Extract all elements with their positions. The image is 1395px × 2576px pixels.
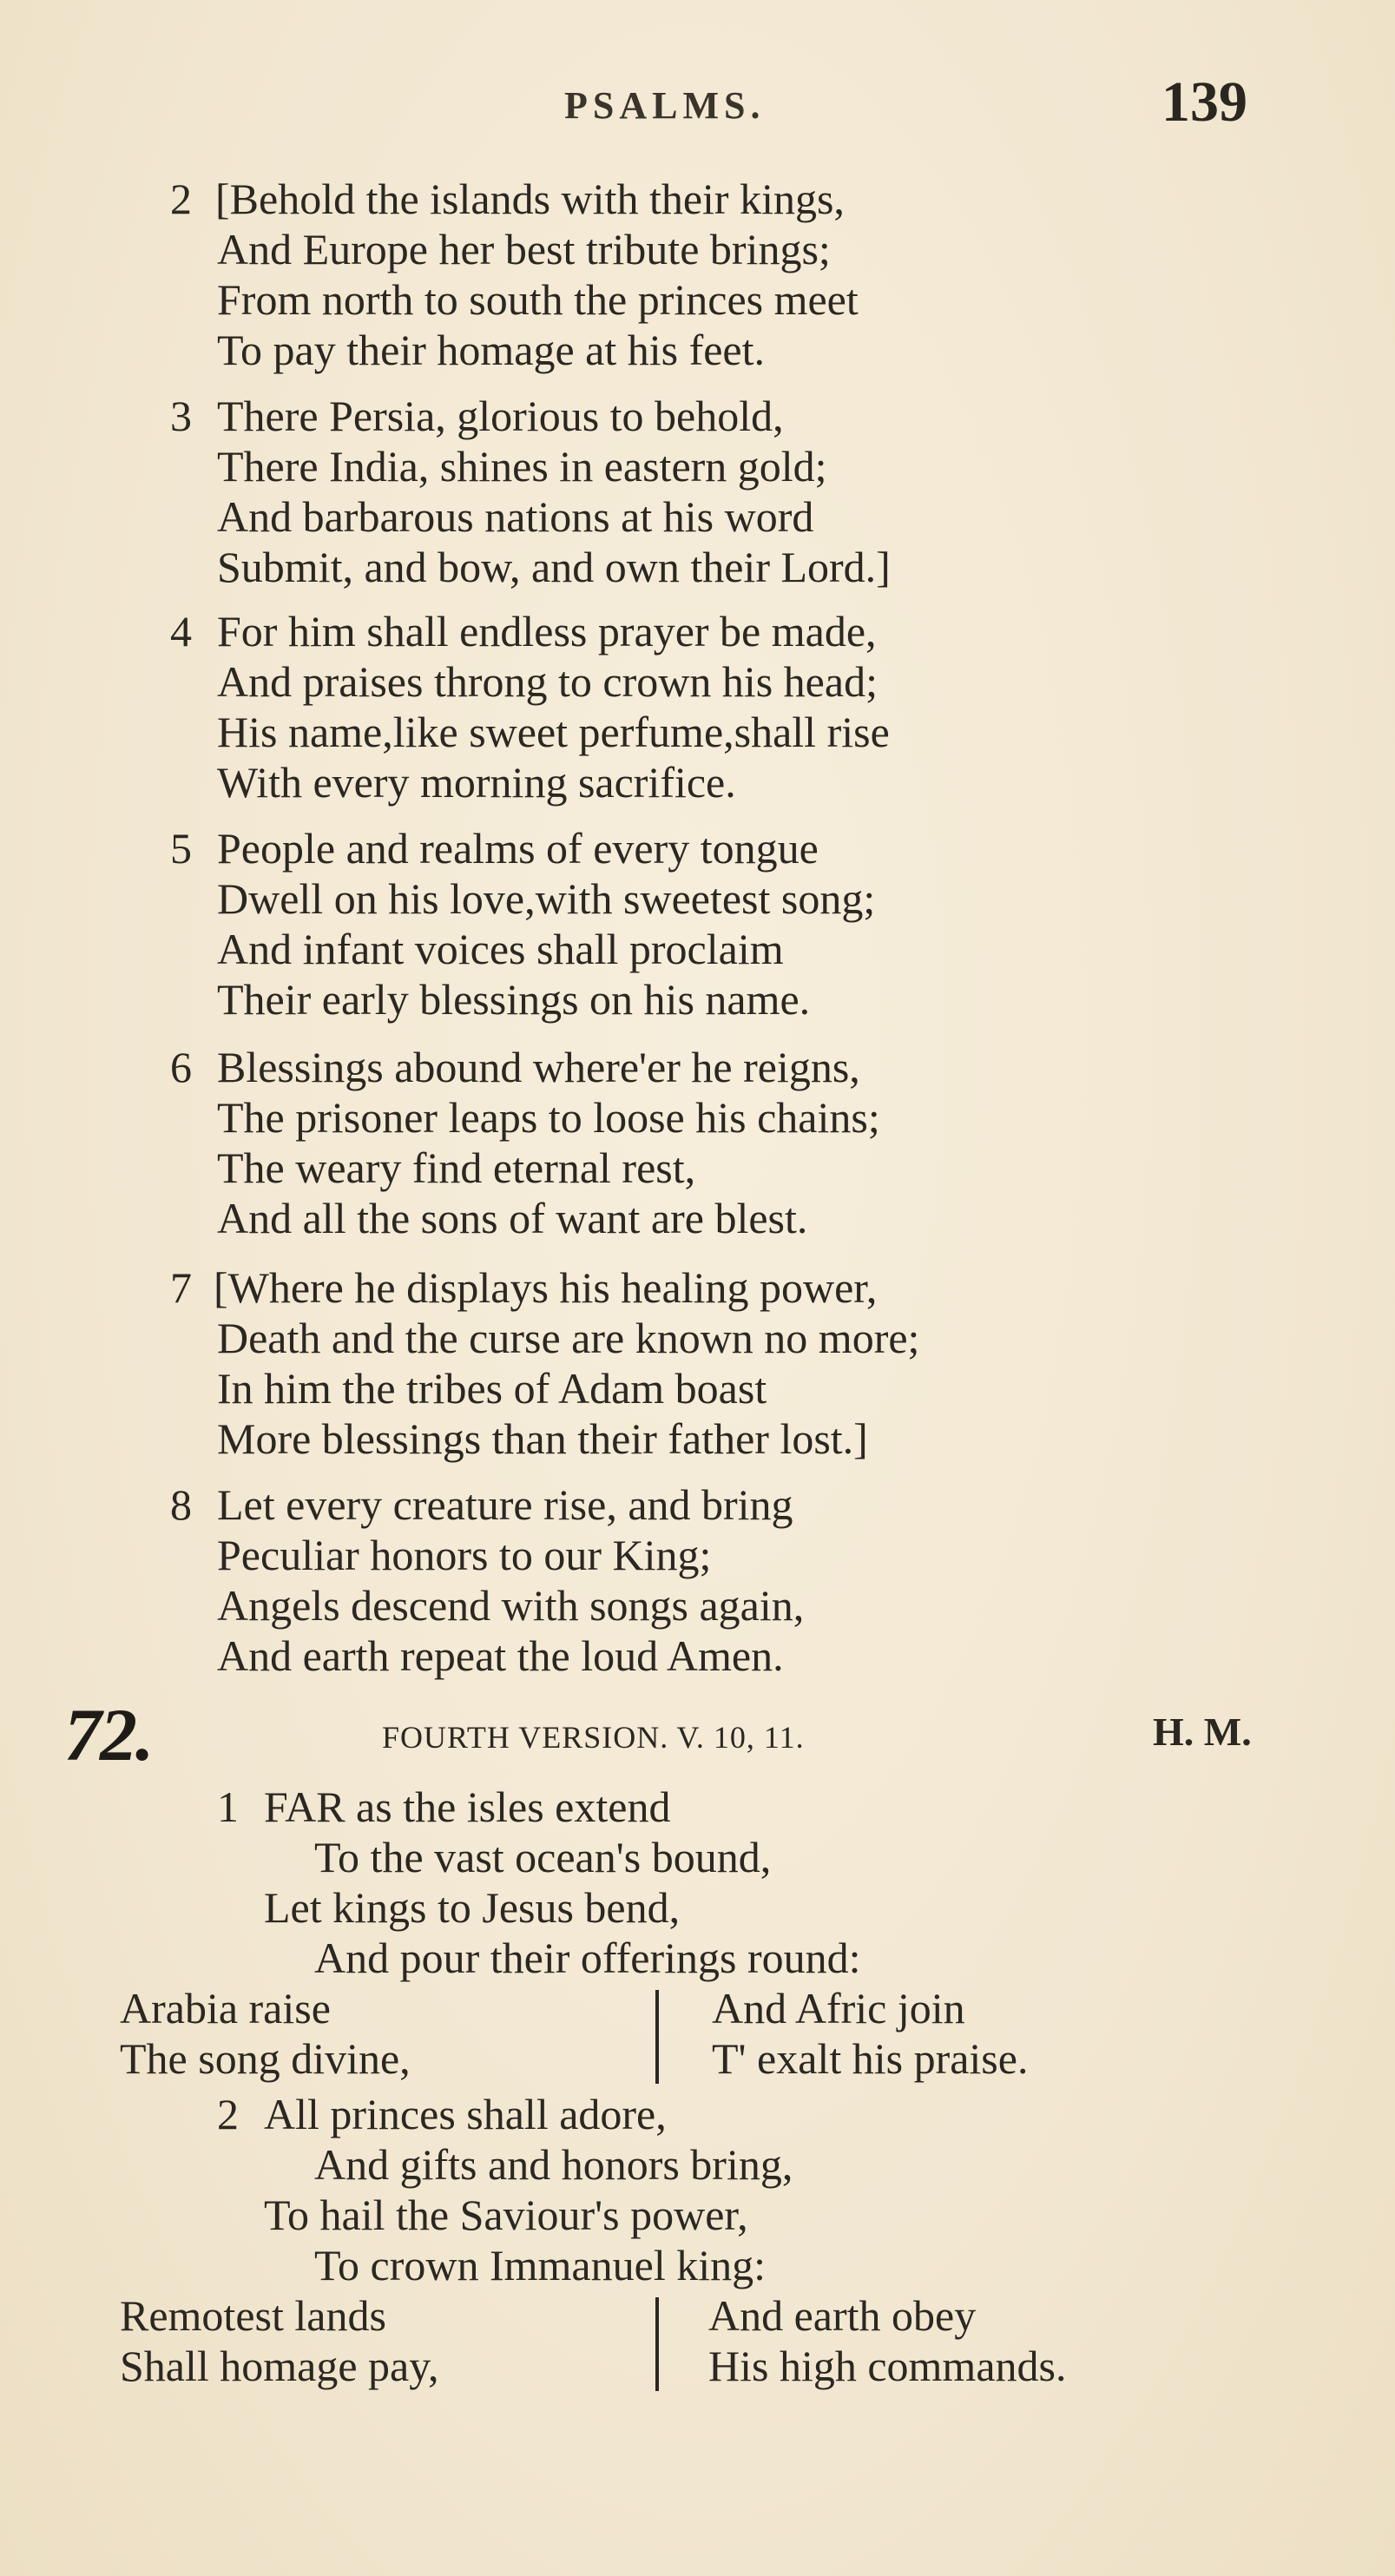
stanza-number: 5 [170,824,192,873]
stanza-line: There India, shines in eastern gold; [217,442,827,491]
stanza-number: 4 [170,607,192,656]
stanza-line: And barbarous nations at his word [217,492,814,541]
verse-line: To the vast ocean's bound, [314,1833,772,1881]
stanza-line: Dwell on his love,with sweetest song; [217,874,876,923]
stanza-line: From north to south the princes meet [217,275,859,324]
stanza-line: Submit, and bow, and own their Lord.] [217,543,891,591]
verse-right-column-line: T' exalt his praise. [712,2034,1029,2083]
stanza-line: Blessings abound where'er he reigns, [217,1043,860,1091]
verse-right-column-line: And Afric join [712,1984,965,2032]
hymn-number: 72. [64,1693,153,1776]
column-divider [655,1990,659,2084]
stanza-number: 2 [170,175,192,223]
stanza-line: [Behold the islands with their kings, [215,175,845,223]
stanza-line: And earth repeat the loud Amen. [217,1631,784,1680]
stanza-line: [Where he displays his healing power, [214,1263,878,1312]
verse-line: Let kings to Jesus bend, [264,1883,681,1932]
page-number: 139 [1161,70,1247,134]
verse-right-column-line: And earth obey [708,2291,977,2340]
stanza-number: 3 [170,392,192,440]
stanza-line: And infant voices shall proclaim [217,925,784,973]
stanza-line: The prisoner leaps to loose his chains; [217,1093,880,1142]
stanza-line: And praises throng to crown his head; [217,657,878,706]
stanza-line: To pay their homage at his feet. [217,326,766,374]
column-divider [655,2297,659,2391]
verse-left-column-line: The song divine, [120,2034,411,2083]
verse-line: FAR as the isles extend [264,1782,671,1831]
stanza-number: 8 [170,1480,192,1529]
verse-line: And pour their offerings round: [314,1934,861,1982]
stanza-line: Angels descend with songs again, [217,1581,805,1630]
stanza-line: Death and the curse are known no more; [217,1314,920,1362]
stanza-line: And all the sons of want are blest. [217,1194,808,1242]
stanza-line: The weary find eternal rest, [217,1143,696,1192]
stanza-line: For him shall endless prayer be made, [217,607,877,656]
stanza-line: In him the tribes of Adam boast [217,1364,767,1413]
verse-left-column-line: Remotest lands [120,2291,386,2340]
verse-left-column-line: Shall homage pay, [120,2342,439,2390]
stanza-line: People and realms of every tongue [217,824,819,873]
version-title: FOURTH VERSION. V. 10, 11. [382,1720,805,1755]
stanza-line: Their early blessings on his name. [217,975,811,1024]
verse-line: To hail the Saviour's power, [264,2191,748,2239]
stanza-line: There Persia, glorious to behold, [217,392,784,440]
verse-number: 2 [217,2090,239,2138]
stanza-number: 7 [170,1263,192,1312]
verse-right-column-line: His high commands. [708,2342,1067,2390]
verse-line: To crown Immanuel king: [314,2241,766,2289]
verse-number: 1 [217,1782,239,1831]
running-header: PSALMS. [564,84,766,127]
stanza-line: Peculiar honors to our King; [217,1531,712,1579]
stanza-number: 6 [170,1043,192,1091]
stanza-line: And Europe her best tribute brings; [217,225,831,273]
stanza-line: His name,like sweet perfume,shall rise [217,708,890,756]
stanza-line: Let every creature rise, and bring [217,1480,793,1529]
verse-line: All princes shall adore, [264,2090,667,2138]
meter-label: H. M. [1153,1710,1252,1754]
verse-left-column-line: Arabia raise [120,1984,331,2032]
verse-line: And gifts and honors bring, [314,2140,793,2189]
stanza-line: More blessings than their father lost.] [217,1414,868,1463]
stanza-line: With every morning sacrifice. [217,758,736,807]
